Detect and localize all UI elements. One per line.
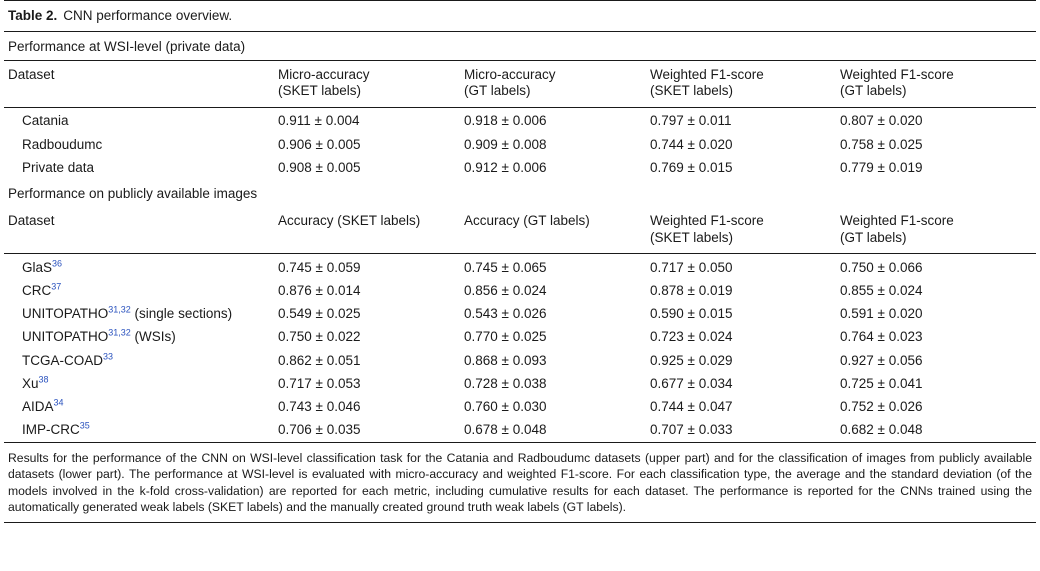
header-line-1: Weighted F1-score	[840, 66, 954, 82]
dataset-name: GlaS	[22, 259, 53, 275]
cell-accuracy-sket: 0.745 ± 0.059	[278, 259, 361, 275]
cell-micro-accuracy-gt: 0.909 ± 0.008	[464, 136, 547, 152]
section-title-public: Performance on publicly available images	[8, 186, 258, 202]
table-row	[4, 110, 1036, 133]
cell-weighted-f1-sket: 0.925 ± 0.029	[650, 352, 733, 368]
dataset-name: UNITOPATHO	[22, 329, 109, 345]
header-line-2: (GT labels)	[840, 83, 907, 99]
cell-weighted-f1-gt: 0.764 ± 0.023	[840, 329, 923, 345]
header-line-1: Dataset	[8, 213, 55, 229]
header-line-2: (GT labels)	[840, 229, 907, 245]
table-row	[4, 349, 1036, 372]
header-line-1: Weighted F1-score	[650, 66, 764, 82]
bottom-rule	[4, 522, 1036, 523]
header-line-1: Accuracy (SKET labels)	[278, 213, 421, 229]
dataset-name: Xu	[22, 375, 39, 391]
cell-weighted-f1-sket: 0.744 ± 0.047	[650, 398, 733, 414]
cell-accuracy-gt: 0.745 ± 0.065	[464, 259, 547, 275]
dataset-name: AIDA	[22, 398, 54, 414]
row-label	[4, 280, 274, 303]
row-label: Catania	[22, 113, 69, 129]
table-row	[4, 419, 1036, 442]
table-figure	[4, 0, 1036, 523]
column-header-weighted-f1-sket	[646, 61, 836, 107]
table-row	[4, 156, 1036, 179]
cell-micro-accuracy-gt: 0.918 ± 0.006	[464, 113, 547, 129]
cell-micro-accuracy-sket: 0.908 ± 0.005	[278, 159, 361, 175]
table-caption	[4, 1, 1036, 31]
cell-accuracy-sket: 0.750 ± 0.022	[278, 329, 361, 345]
table-row	[4, 133, 1036, 156]
cell-accuracy-gt: 0.760 ± 0.030	[464, 398, 547, 414]
cell-accuracy-gt: 0.868 ± 0.093	[464, 352, 547, 368]
table-row	[4, 280, 1036, 303]
column-header-accuracy-sket	[274, 207, 460, 253]
cell-accuracy-sket: 0.862 ± 0.051	[278, 352, 361, 368]
reference-marker[interactable]: 35	[79, 420, 90, 431]
cell-weighted-f1-gt: 0.752 ± 0.026	[840, 398, 923, 414]
cell-accuracy-sket: 0.717 ± 0.053	[278, 375, 361, 391]
header-line-2: (SKET labels)	[278, 83, 362, 99]
table-row	[4, 395, 1036, 418]
cell-accuracy-gt: 0.543 ± 0.026	[464, 306, 547, 322]
column-header-micro-accuracy-gt	[460, 61, 646, 107]
cell-weighted-f1-gt: 0.758 ± 0.025	[840, 136, 923, 152]
table-header-row	[4, 61, 1036, 107]
header-line-2: (SKET labels)	[650, 229, 734, 245]
cell-accuracy-gt: 0.678 ± 0.048	[464, 422, 547, 438]
row-label: Radboudumc	[22, 136, 103, 152]
table-row	[4, 256, 1036, 279]
reference-marker[interactable]: 37	[51, 281, 62, 292]
header-line-1: Weighted F1-score	[650, 213, 764, 229]
reference-marker[interactable]: 38	[38, 374, 49, 385]
cell-accuracy-sket: 0.706 ± 0.035	[278, 422, 361, 438]
cell-accuracy-sket: 0.876 ± 0.014	[278, 283, 361, 298]
cell-micro-accuracy-sket: 0.906 ± 0.005	[278, 136, 361, 152]
header-line-1: Micro-accuracy	[464, 66, 556, 82]
cell-accuracy-gt: 0.856 ± 0.024	[464, 283, 547, 298]
table-row	[4, 303, 1036, 326]
table-header-row	[4, 207, 1036, 253]
cell-weighted-f1-gt: 0.927 ± 0.056	[840, 352, 923, 368]
row-label	[4, 349, 274, 372]
cell-weighted-f1-gt: 0.682 ± 0.048	[840, 422, 923, 438]
cell-weighted-f1-gt: 0.591 ± 0.020	[840, 306, 923, 322]
column-header-dataset	[4, 61, 274, 107]
dataset-name: TCGA-COAD	[22, 352, 103, 368]
performance-wsi-table	[4, 61, 1036, 107]
column-header-weighted-f1-sket	[646, 207, 836, 253]
cell-weighted-f1-gt: 0.807 ± 0.020	[840, 113, 923, 129]
caption-text: CNN performance overview.	[63, 8, 233, 23]
cell-weighted-f1-sket: 0.769 ± 0.015	[650, 159, 733, 175]
reference-marker[interactable]: 31,32	[108, 327, 131, 338]
cell-weighted-f1-sket: 0.707 ± 0.033	[650, 422, 733, 438]
reference-marker[interactable]: 36	[52, 258, 63, 269]
row-label	[4, 395, 274, 418]
cell-weighted-f1-gt: 0.779 ± 0.019	[840, 159, 923, 175]
dataset-name: CRC	[22, 283, 52, 298]
header-line-1: Weighted F1-score	[840, 213, 954, 229]
performance-public-body	[4, 256, 1036, 442]
cell-accuracy-sket: 0.549 ± 0.025	[278, 306, 361, 322]
dataset-suffix: (single sections)	[130, 306, 233, 322]
cell-weighted-f1-sket: 0.797 ± 0.011	[650, 113, 732, 129]
row-label	[4, 372, 274, 395]
column-header-weighted-f1-gt	[836, 207, 1036, 253]
cell-weighted-f1-gt: 0.750 ± 0.066	[840, 259, 923, 275]
cell-accuracy-sket: 0.743 ± 0.046	[278, 398, 361, 414]
table-row	[4, 372, 1036, 395]
cell-accuracy-gt: 0.728 ± 0.038	[464, 375, 547, 391]
cell-weighted-f1-sket: 0.878 ± 0.019	[650, 283, 733, 298]
cell-micro-accuracy-gt: 0.912 ± 0.006	[464, 159, 547, 175]
column-header-micro-accuracy-sket	[274, 61, 460, 107]
header-line-1: Dataset	[8, 66, 55, 82]
cell-micro-accuracy-sket: 0.911 ± 0.004	[278, 113, 360, 129]
table-footnote: Results for the performance of the CNN on WSI-level classification task for the Catania and Radboudumc datasets (upper part) and for the classification of images from publicly available datasets (lower part). The performance at WSI-level is evaluated with micro-accuracy and weighted F1-score. For each classification type, the average and the standard deviation (of the models involved in the k-fold cross-validation) are reported for each metric, including cumulative results for each dataset. The performance is reported for the CNNs trained using the automatically generated weak labels (SKET labels) and the manually created ground truth weak labels (GT labels).	[8, 450, 1032, 515]
column-header-dataset	[4, 207, 274, 253]
header-line-1: Accuracy (GT labels)	[464, 213, 590, 229]
header-line-2: (GT labels)	[464, 83, 531, 99]
caption-label: Table 2.	[8, 8, 58, 23]
cell-weighted-f1-sket: 0.744 ± 0.020	[650, 136, 733, 152]
section-title-wsi: Performance at WSI-level (private data)	[8, 38, 246, 54]
performance-public-table	[4, 207, 1036, 253]
dataset-suffix: (WSIs)	[130, 329, 176, 345]
row-label	[4, 303, 274, 326]
row-label	[4, 256, 274, 279]
cell-weighted-f1-sket: 0.717 ± 0.050	[650, 259, 733, 275]
reference-marker[interactable]: 33	[103, 351, 114, 362]
cell-weighted-f1-gt: 0.725 ± 0.041	[840, 375, 923, 391]
reference-marker[interactable]: 34	[53, 397, 64, 408]
header-line-1: Micro-accuracy	[278, 66, 370, 82]
cell-weighted-f1-gt: 0.855 ± 0.024	[840, 283, 923, 298]
reference-marker[interactable]: 31,32	[108, 304, 131, 315]
cell-weighted-f1-sket: 0.677 ± 0.034	[650, 375, 733, 391]
performance-wsi-body	[4, 110, 1036, 180]
row-label	[4, 326, 274, 349]
cell-accuracy-gt: 0.770 ± 0.025	[464, 329, 547, 345]
row-label: Private data	[22, 159, 95, 175]
cell-weighted-f1-sket: 0.590 ± 0.015	[650, 306, 733, 322]
dataset-name: UNITOPATHO	[22, 306, 109, 322]
cell-weighted-f1-sket: 0.723 ± 0.024	[650, 329, 733, 345]
column-header-accuracy-gt	[460, 207, 646, 253]
table-row	[4, 326, 1036, 349]
column-header-weighted-f1-gt	[836, 61, 1036, 107]
dataset-name: IMP-CRC	[22, 422, 80, 438]
row-label	[4, 419, 274, 442]
header-line-2: (SKET labels)	[650, 83, 734, 99]
